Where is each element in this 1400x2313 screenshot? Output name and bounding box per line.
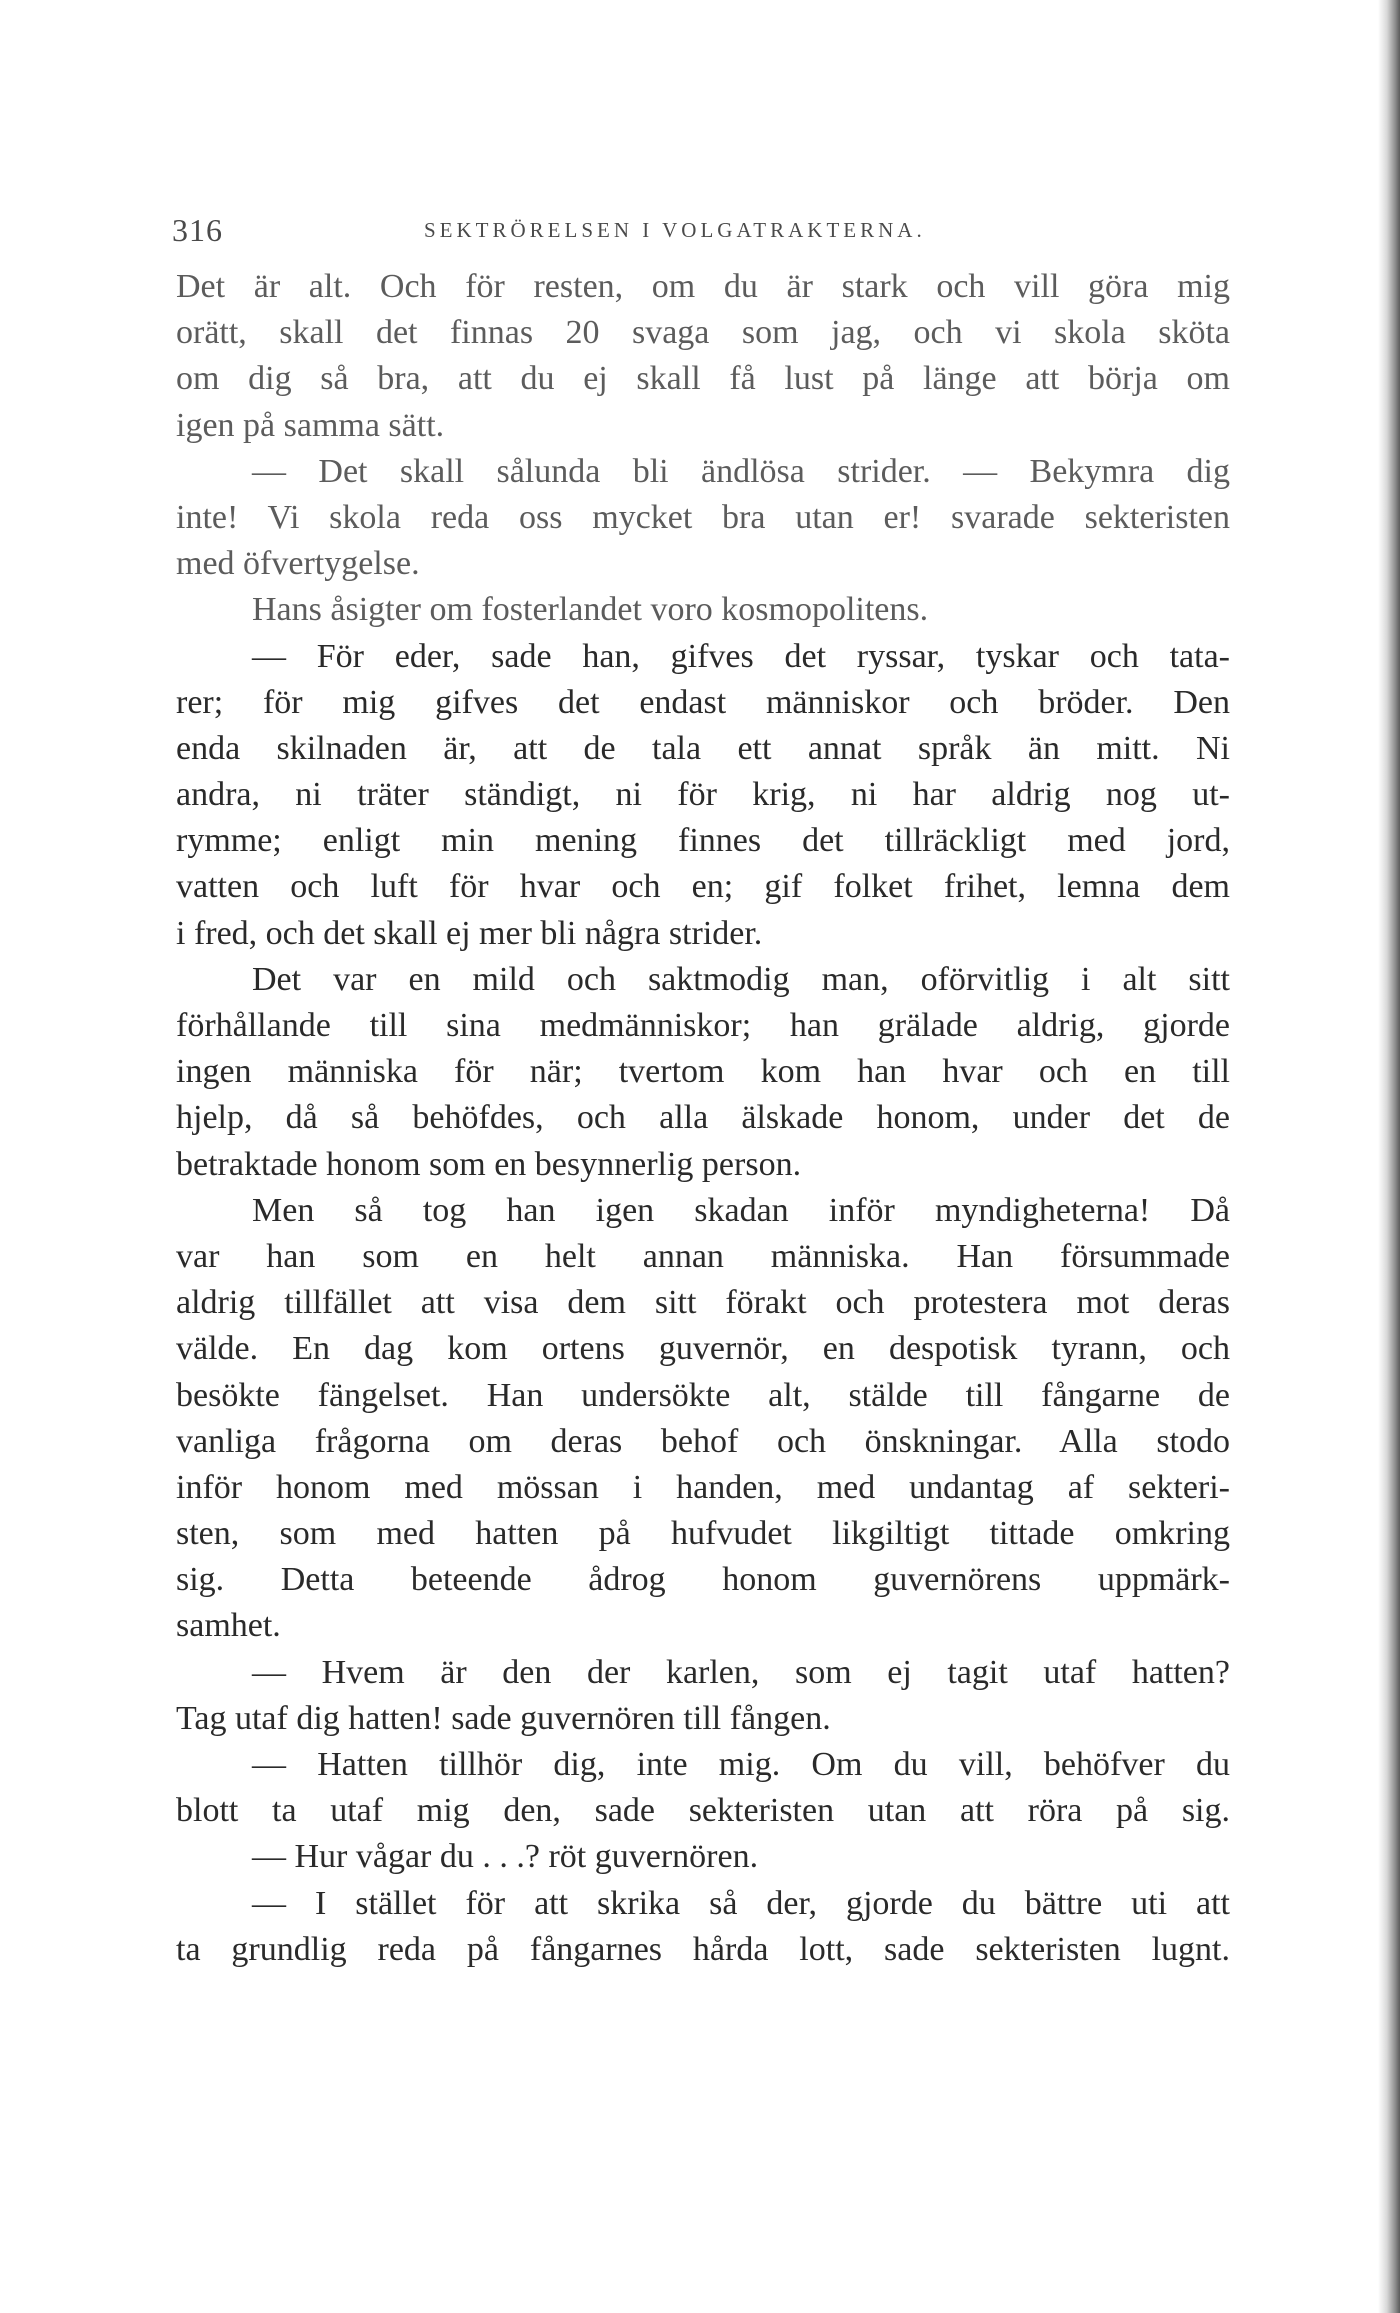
text-line: enda skilnaden är, att de tala ett annat språk än mitt. Ni <box>176 729 1230 767</box>
text-line: — Hur vågar du . . .? röt guvernören. <box>252 1838 759 1876</box>
page-header <box>172 212 1232 252</box>
text-line: Det var en mild och saktmodig man, oförvitlig i alt sitt <box>252 960 1230 998</box>
text-line: Men så tog han igen skadan inför myndigheterna! Då <box>252 1191 1230 1229</box>
text-line: aldrig tillfället att visa dem sitt förakt och protestera mot deras <box>176 1284 1230 1322</box>
text-line: blott ta utaf mig den, sade sekteristen utan att röra på sig. <box>176 1792 1230 1830</box>
text-line: Tag utaf dig hatten! sade guvernören till fången. <box>176 1699 831 1737</box>
text-line: inte! Vi skola reda oss mycket bra utan er! svarade sekteristen <box>176 498 1230 536</box>
text-line: ta grundlig reda på fångarnes hårda lott, sade sekteristen lugnt. <box>176 1930 1230 1968</box>
text-line: hjelp, då så behöfdes, och alla älskade honom, under det de <box>176 1099 1230 1137</box>
text-line: om dig så bra, att du ej skall få lust på länge att börja om <box>176 360 1230 398</box>
text-line: igen på samma sätt. <box>176 406 445 444</box>
text-line: ingen människa för när; tvertom kom han hvar och en till <box>176 1053 1230 1091</box>
text-line: förhållande till sina medmänniskor; han grälade aldrig, gjorde <box>176 1007 1230 1044</box>
text-line: vanliga frågorna om deras behof och önskningar. Alla stodo <box>176 1422 1230 1460</box>
text-line: sig. Detta beteende ådrog honom guvernörens uppmärk- <box>176 1561 1230 1599</box>
page-number: 316 <box>172 212 223 248</box>
text-line: rer; för mig gifves det endast människor och bröder. Den <box>176 683 1230 721</box>
text-line: — I stället för att skrika så der, gjorde du bättre uti att <box>252 1884 1230 1922</box>
text-line: — För eder, sade han, gifves det ryssar, tyskar och tata- <box>252 637 1230 675</box>
text-line: inför honom med mössan i handen, med undantag af sekteri- <box>176 1468 1230 1506</box>
text-line: betraktade honom som en besynnerlig person. <box>176 1145 802 1183</box>
text-line: — Hatten tillhör dig, inte mig. Om du vill, behöfver du <box>252 1746 1230 1783</box>
text-line: vatten och luft för hvar och en; gif folket frihet, lemna dem <box>176 868 1230 906</box>
text-line: var han som en helt annan människa. Han försummade <box>176 1237 1230 1275</box>
text-line: rymme; enligt min mening finnes det tillräckligt med jord, <box>176 822 1230 860</box>
text-line: orätt, skall det finnas 20 svaga som jag, och vi skola sköta <box>176 314 1230 352</box>
page-edge-shadow <box>1378 0 1400 2313</box>
text-line: välde. En dag kom ortens guvernör, en despotisk tyrann, och <box>176 1330 1230 1368</box>
text-line: med öfvertygelse. <box>176 545 420 583</box>
text-line: i fred, och det skall ej mer bli några strider. <box>176 914 763 952</box>
text-line: — Hvem är den der karlen, som ej tagit utaf hatten? <box>252 1653 1230 1691</box>
text-line: andra, ni träter ständigt, ni för krig, ni har aldrig nog ut- <box>176 776 1230 814</box>
text-line: Hans åsigter om fosterlandet voro kosmopolitens. <box>252 591 929 629</box>
text-line: — Det skall sålunda bli ändlösa strider. — Bekymra dig <box>252 452 1230 490</box>
body-text <box>176 264 1230 1973</box>
text-line: samhet. <box>176 1607 281 1645</box>
text-line: besökte fängelset. Han undersökte alt, stälde till fångarne de <box>176 1376 1230 1414</box>
running-title: SEKTRÖRELSEN I VOLGATRAKTERNA. <box>424 218 926 242</box>
text-line: sten, som med hatten på hufvudet likgiltigt tittade omkring <box>176 1515 1230 1553</box>
text-line: Det är alt. Och för resten, om du är stark och vill göra mig <box>176 268 1230 305</box>
